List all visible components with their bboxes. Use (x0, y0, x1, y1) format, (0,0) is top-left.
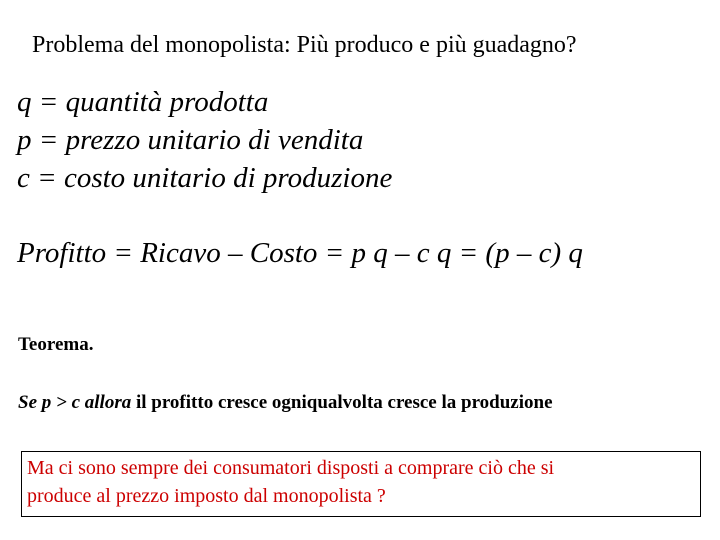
definition-p: p = prezzo unitario di vendita (17, 124, 364, 156)
theorem-statement (18, 392, 553, 414)
profit-formula: Profitto = Ricavo – Costo = p q – c q = (p – c) q (17, 237, 583, 269)
definition-q: q = quantità prodotta (17, 86, 269, 118)
slide-title: Problema del monopolista: Più produco e più guadagno? (32, 32, 577, 58)
question-box (21, 451, 701, 517)
definition-c: c = costo unitario di produzione (17, 162, 393, 194)
theorem-label: Teorema. (18, 334, 94, 355)
theorem-condition: Se p > c allora (18, 392, 132, 413)
question-line-2: produce al prezzo imposto dal monopolista ? (27, 485, 386, 507)
theorem-conclusion: il profitto cresce ogniqualvolta cresce la produzione (131, 392, 553, 413)
question-line-1: Ma ci sono sempre dei consumatori disposti a comprare ciò che si (27, 457, 555, 479)
